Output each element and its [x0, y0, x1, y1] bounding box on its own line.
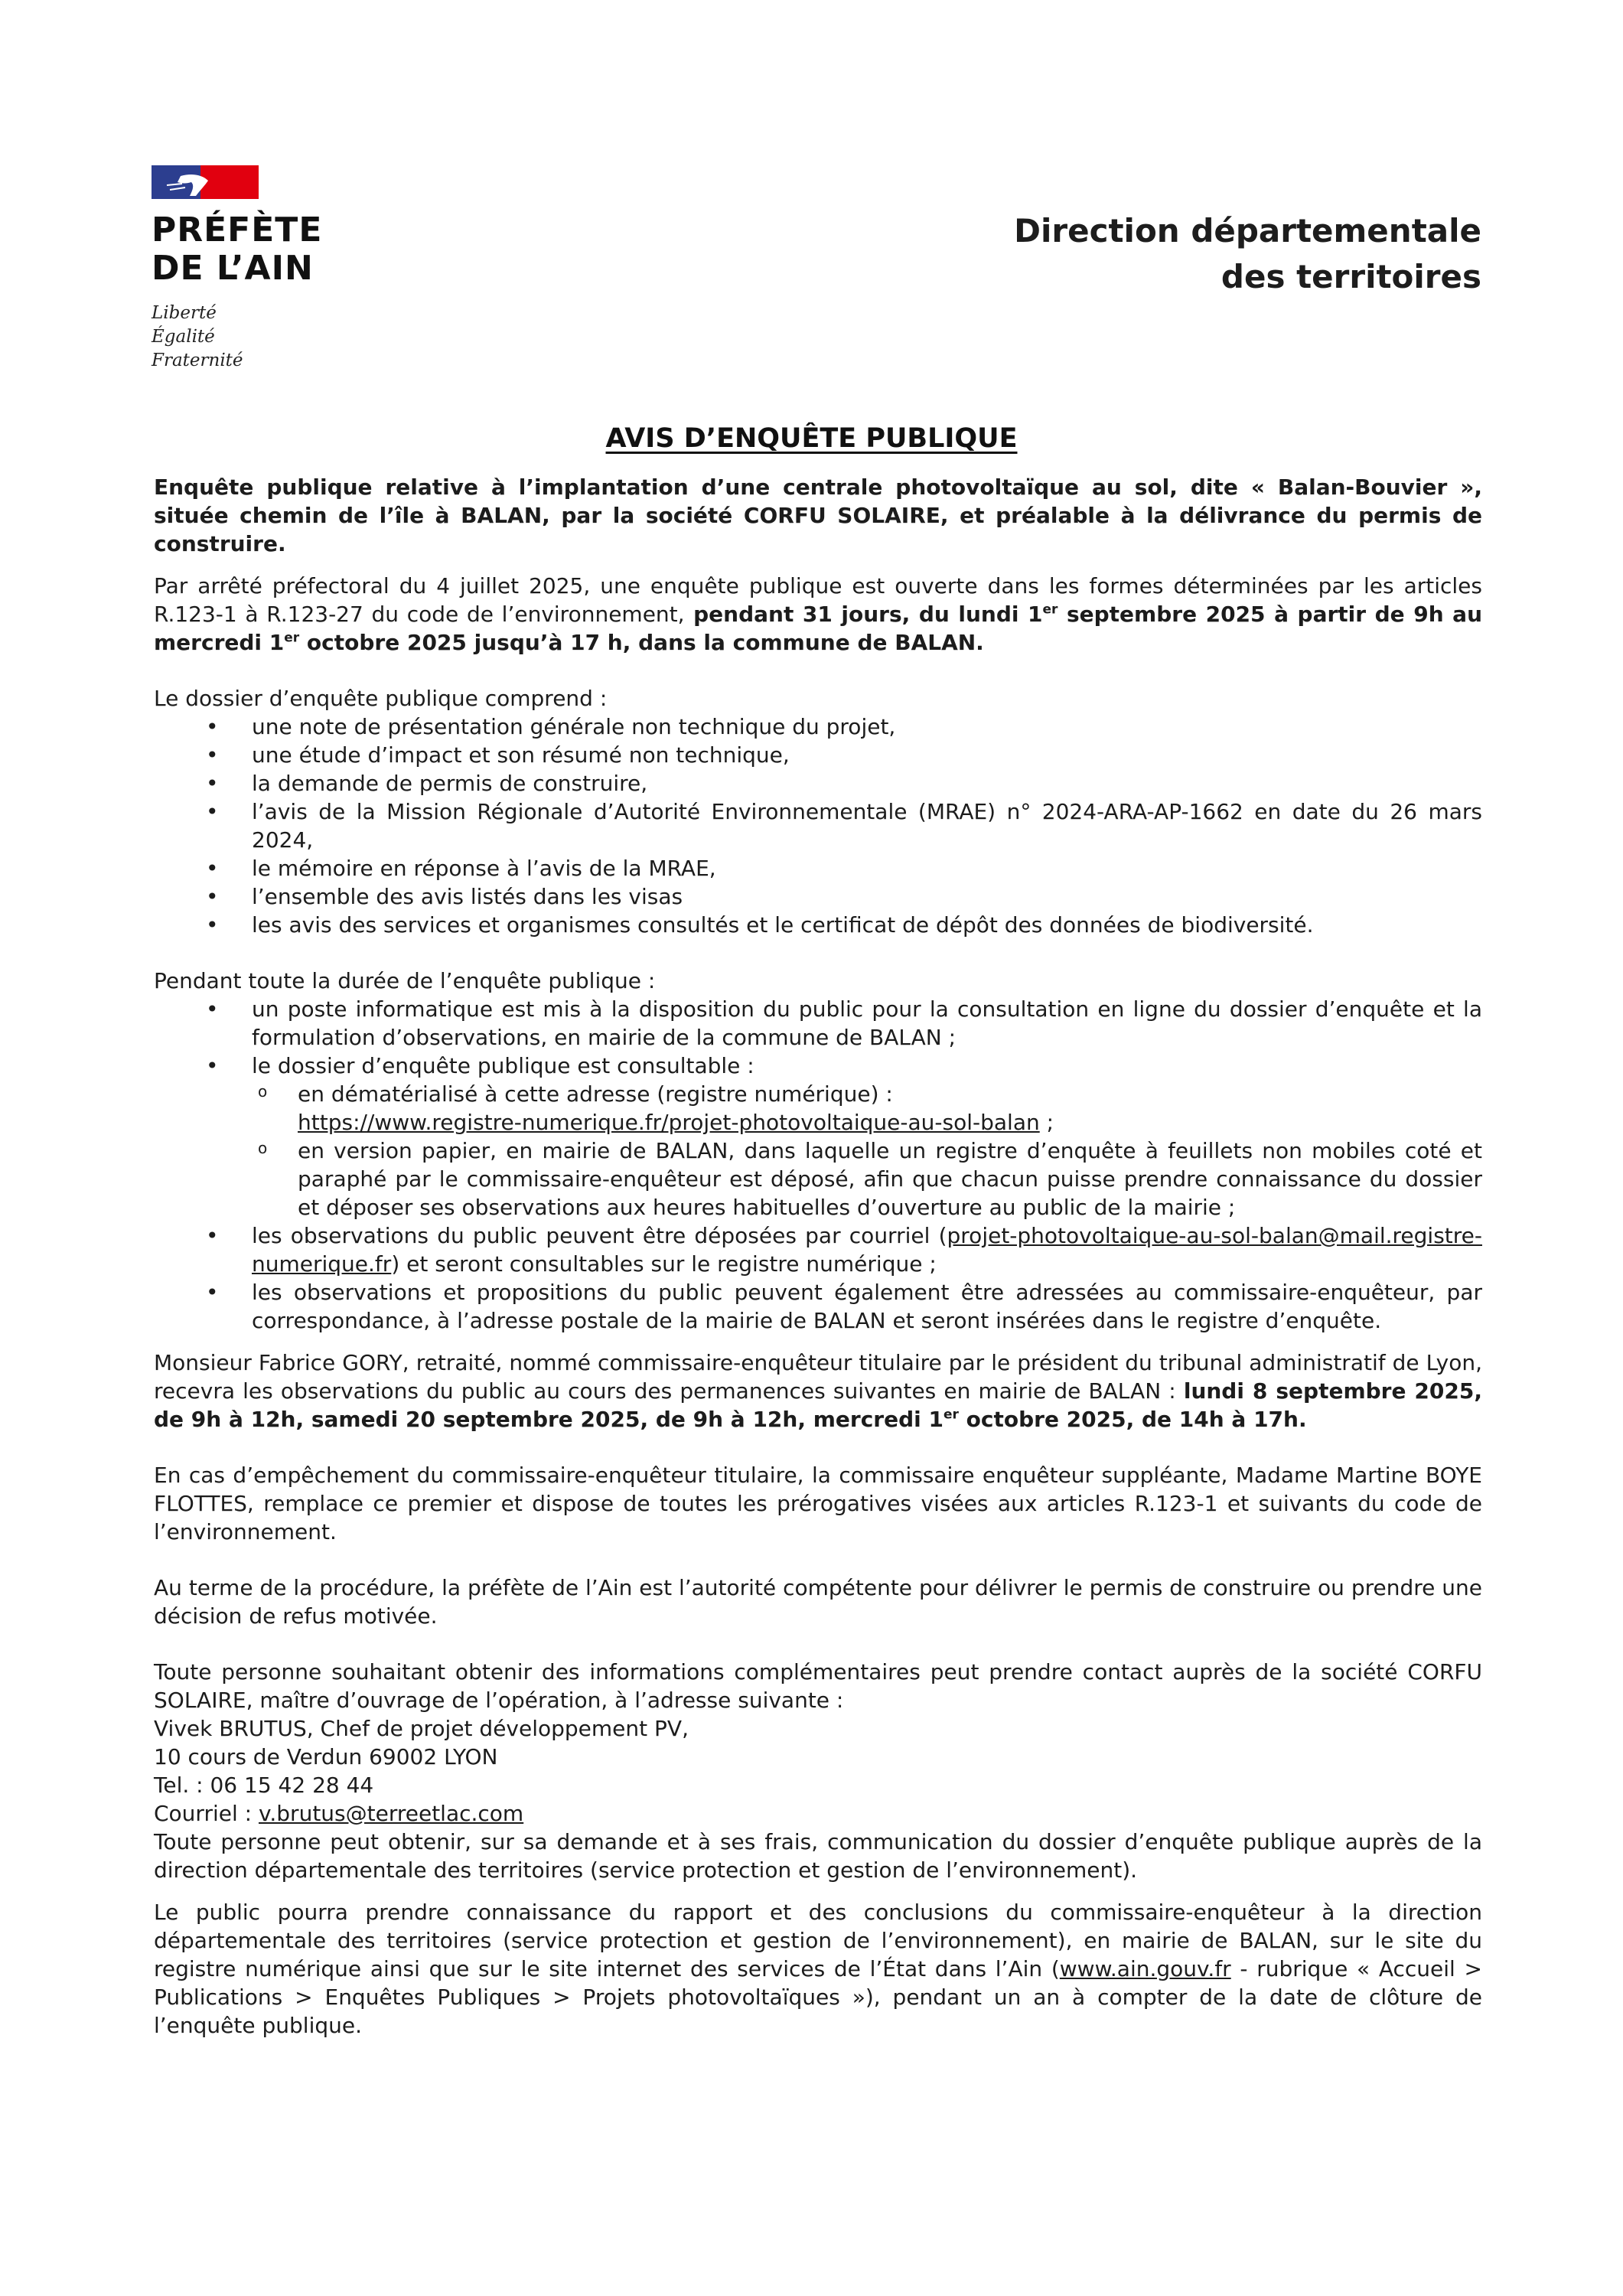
- rapport-text-a: Le public pourra prendre connaissance du rapport et des conclusions du commissaire-enquêteur à la direction départementale des territoires (service protection et gestion de l’environnement), en mairie de BALAN, sur le site du registre numérique ainsi que sur le site internet des services de l’État dans l’Ain (: [154, 1900, 1482, 1981]
- list-item: • une note de présentation générale non technique du projet,: [154, 713, 1482, 741]
- arrete-period-a: pendant 31 jours, du lundi 1: [684, 602, 1043, 627]
- motto-liberte: Liberté: [152, 303, 217, 323]
- motto-egalite: Égalité: [152, 327, 215, 347]
- sub-list-item: o en version papier, en mairie de BALAN, dans laquelle un registre d’enquête à feuillets non mobiles coté et paraphé par le commissaire-enquêteur est déposé, afin que chacun puisse prendre connaissance du dossier et déposer ses observations aux heures habituelles d’ouverture au public de la mairie ;: [252, 1137, 1482, 1221]
- marianne-emblem-icon: [152, 162, 259, 201]
- rapport-paragraph: [154, 1898, 1482, 2040]
- arrete-period-b: septembre 2025 à partir de 9h au mercredi 1: [154, 602, 1483, 655]
- commissaire-text: Monsieur Fabrice GORY, retraité, nommé commissaire-enquêteur titulaire par le président du tribunal administratif de Lyon, recevra les observations du public au cours des permanences suivantes en mairie de BALAN :: [154, 1350, 1482, 1404]
- list-item: • l’ensemble des avis listés dans les visas: [154, 882, 1482, 911]
- list-item: • les avis des services et organismes consultés et le certificat de dépôt des données de biodiversité.: [154, 911, 1482, 939]
- republic-motto: [152, 302, 381, 373]
- consultation-label: le dossier d’enquête publique est consultable :: [252, 1053, 754, 1078]
- consultation-sublist: [252, 1080, 1482, 1221]
- permanences-b: octobre 2025, de 14h à 17h.: [958, 1407, 1307, 1432]
- contact-mail-label: Courriel :: [154, 1801, 259, 1826]
- online-end: ;: [1039, 1110, 1054, 1135]
- list-item: • un poste informatique est mis à la disposition du public pour la consultation en ligne du dossier d’enquête et la formulation d’observations, en mairie de la commune de BALAN ;: [154, 995, 1482, 1052]
- direction-line1: Direction départementale: [1014, 212, 1481, 249]
- motto-fraternite: Fraternité: [152, 351, 243, 370]
- contact-mail: [154, 1799, 1482, 1828]
- list-item: • l’avis de la Mission Régionale d’Autorité Environnementale (MRAE) n° 2024-ARA-AP-1662 en date du 26 mars 2024,: [154, 797, 1482, 854]
- list-item: • la demande de permis de construire,: [154, 769, 1482, 797]
- prefecture-name-line2: DE L’AIN: [152, 249, 314, 288]
- arrete-text: Par arrêté préfectoral du 4 juillet 2025, une enquête publique est ouverte dans les formes déterminées par les articles R.123-1 à R.123-27 du code de l’environnement,: [154, 573, 1482, 627]
- arrete-period-c: octobre 2025 jusqu’à 17 h, dans la commune de BALAN.: [299, 630, 984, 655]
- prefecture-name-line1: PRÉFÈTE: [152, 210, 323, 249]
- rapport-text-b: - rubrique « Accueil > Publications > Enquêtes Publiques > Projets photovoltaïques »), pendant un an à compter de la date de clôture de l’enquête publique.: [154, 1956, 1482, 2038]
- duree-list: [154, 995, 1482, 1335]
- notice-body: [154, 473, 1482, 2040]
- arrete-sup-a: er: [1042, 602, 1058, 618]
- commissaire-paragraph: [154, 1349, 1482, 1433]
- ain-gouv-link[interactable]: www.ain.gouv.fr: [1059, 1956, 1231, 1981]
- permanences-a: lundi 8 septembre 2025, de 9h à 12h, samedi 20 septembre 2025, de 9h à 12h, mercredi 1: [154, 1378, 1483, 1432]
- intro-paragraph: Enquête publique relative à l’implantation d’une centrale photovoltaïque au sol, dite « Balan-Bouvier », située chemin de l’île à BALAN, par la société CORFU SOLAIRE, et préalable à la délivrance du permis de construire.: [154, 475, 1482, 556]
- list-item: [154, 1052, 1482, 1221]
- list-item: [154, 1221, 1482, 1278]
- contact-email-link[interactable]: v.brutus@terreetlac.com: [258, 1801, 524, 1826]
- courriel-text-b: ) et seront consultables sur le registre numérique ;: [391, 1251, 937, 1277]
- courriel-text-a: les observations du public peuvent être déposées par courriel (: [252, 1223, 947, 1248]
- contact-address: 10 cours de Verdun 69002 LYON: [154, 1744, 498, 1769]
- online-label: en dématérialisé à cette adresse (registre numérique) :: [298, 1081, 893, 1107]
- contact-name: Vivek BRUTUS, Chef de projet développement PV,: [154, 1716, 689, 1741]
- prefecture-logo: [152, 162, 381, 373]
- dossier-list: [154, 713, 1482, 939]
- observations-email-link[interactable]: projet-photovoltaique-au-sol-balan@mail.registre-numerique.fr: [252, 1223, 1482, 1277]
- sub-list-item: [252, 1080, 1482, 1137]
- list-item: • le mémoire en réponse à l’avis de la MRAE,: [154, 854, 1482, 882]
- empechement-paragraph: En cas d’empêchement du commissaire-enquêteur titulaire, la commissaire enquêteur suppléante, Madame Martine BOYE FLOTTES, remplace ce premier et dispose de toutes les prérogatives visées aux articles R.123-1 et suivants du code de l’environnement.: [154, 1463, 1482, 1544]
- arrete-paragraph: [154, 572, 1482, 657]
- duree-heading: Pendant toute la durée de l’enquête publique :: [154, 968, 656, 993]
- dossier-heading: Le dossier d’enquête publique comprend :: [154, 686, 608, 711]
- list-item: • une étude d’impact et son résumé non technique,: [154, 741, 1482, 769]
- direction-line2: des territoires: [1221, 258, 1481, 295]
- contact-block: [154, 1714, 1482, 1828]
- registre-link[interactable]: https://www.registre-numerique.fr/projet-photovoltaique-au-sol-balan: [298, 1110, 1040, 1135]
- permanences-sup: er: [943, 1407, 959, 1423]
- prefecture-name: [152, 211, 381, 288]
- communication-paragraph: Toute personne peut obtenir, sur sa demande et à ses frais, communication du dossier d’enquête publique auprès de la direction départementale des territoires (service protection et gestion de l’environnement).: [154, 1829, 1482, 1883]
- contact-tel: Tel. : 06 15 42 28 44: [154, 1773, 374, 1798]
- document-title: AVIS D’ENQUÊTE PUBLIQUE: [605, 423, 1018, 454]
- arrete-sup-b: er: [284, 630, 300, 646]
- direction-heading: [1014, 208, 1481, 300]
- infos-paragraph: Toute personne souhaitant obtenir des informations complémentaires peut prendre contact auprès de la société CORFU SOLAIRE, maître d’ouvrage de l’opération, à l’adresse suivante :: [154, 1659, 1482, 1713]
- list-item: • les observations et propositions du public peuvent également être adressées au commissaire-enquêteur, par correspondance, à l’adresse postale de la mairie de BALAN et seront insérées dans le registre d’enquête.: [154, 1278, 1482, 1335]
- terme-paragraph: Au terme de la procédure, la préfète de l’Ain est l’autorité compétente pour délivrer le permis de construire ou prendre une décision de refus motivée.: [154, 1575, 1482, 1629]
